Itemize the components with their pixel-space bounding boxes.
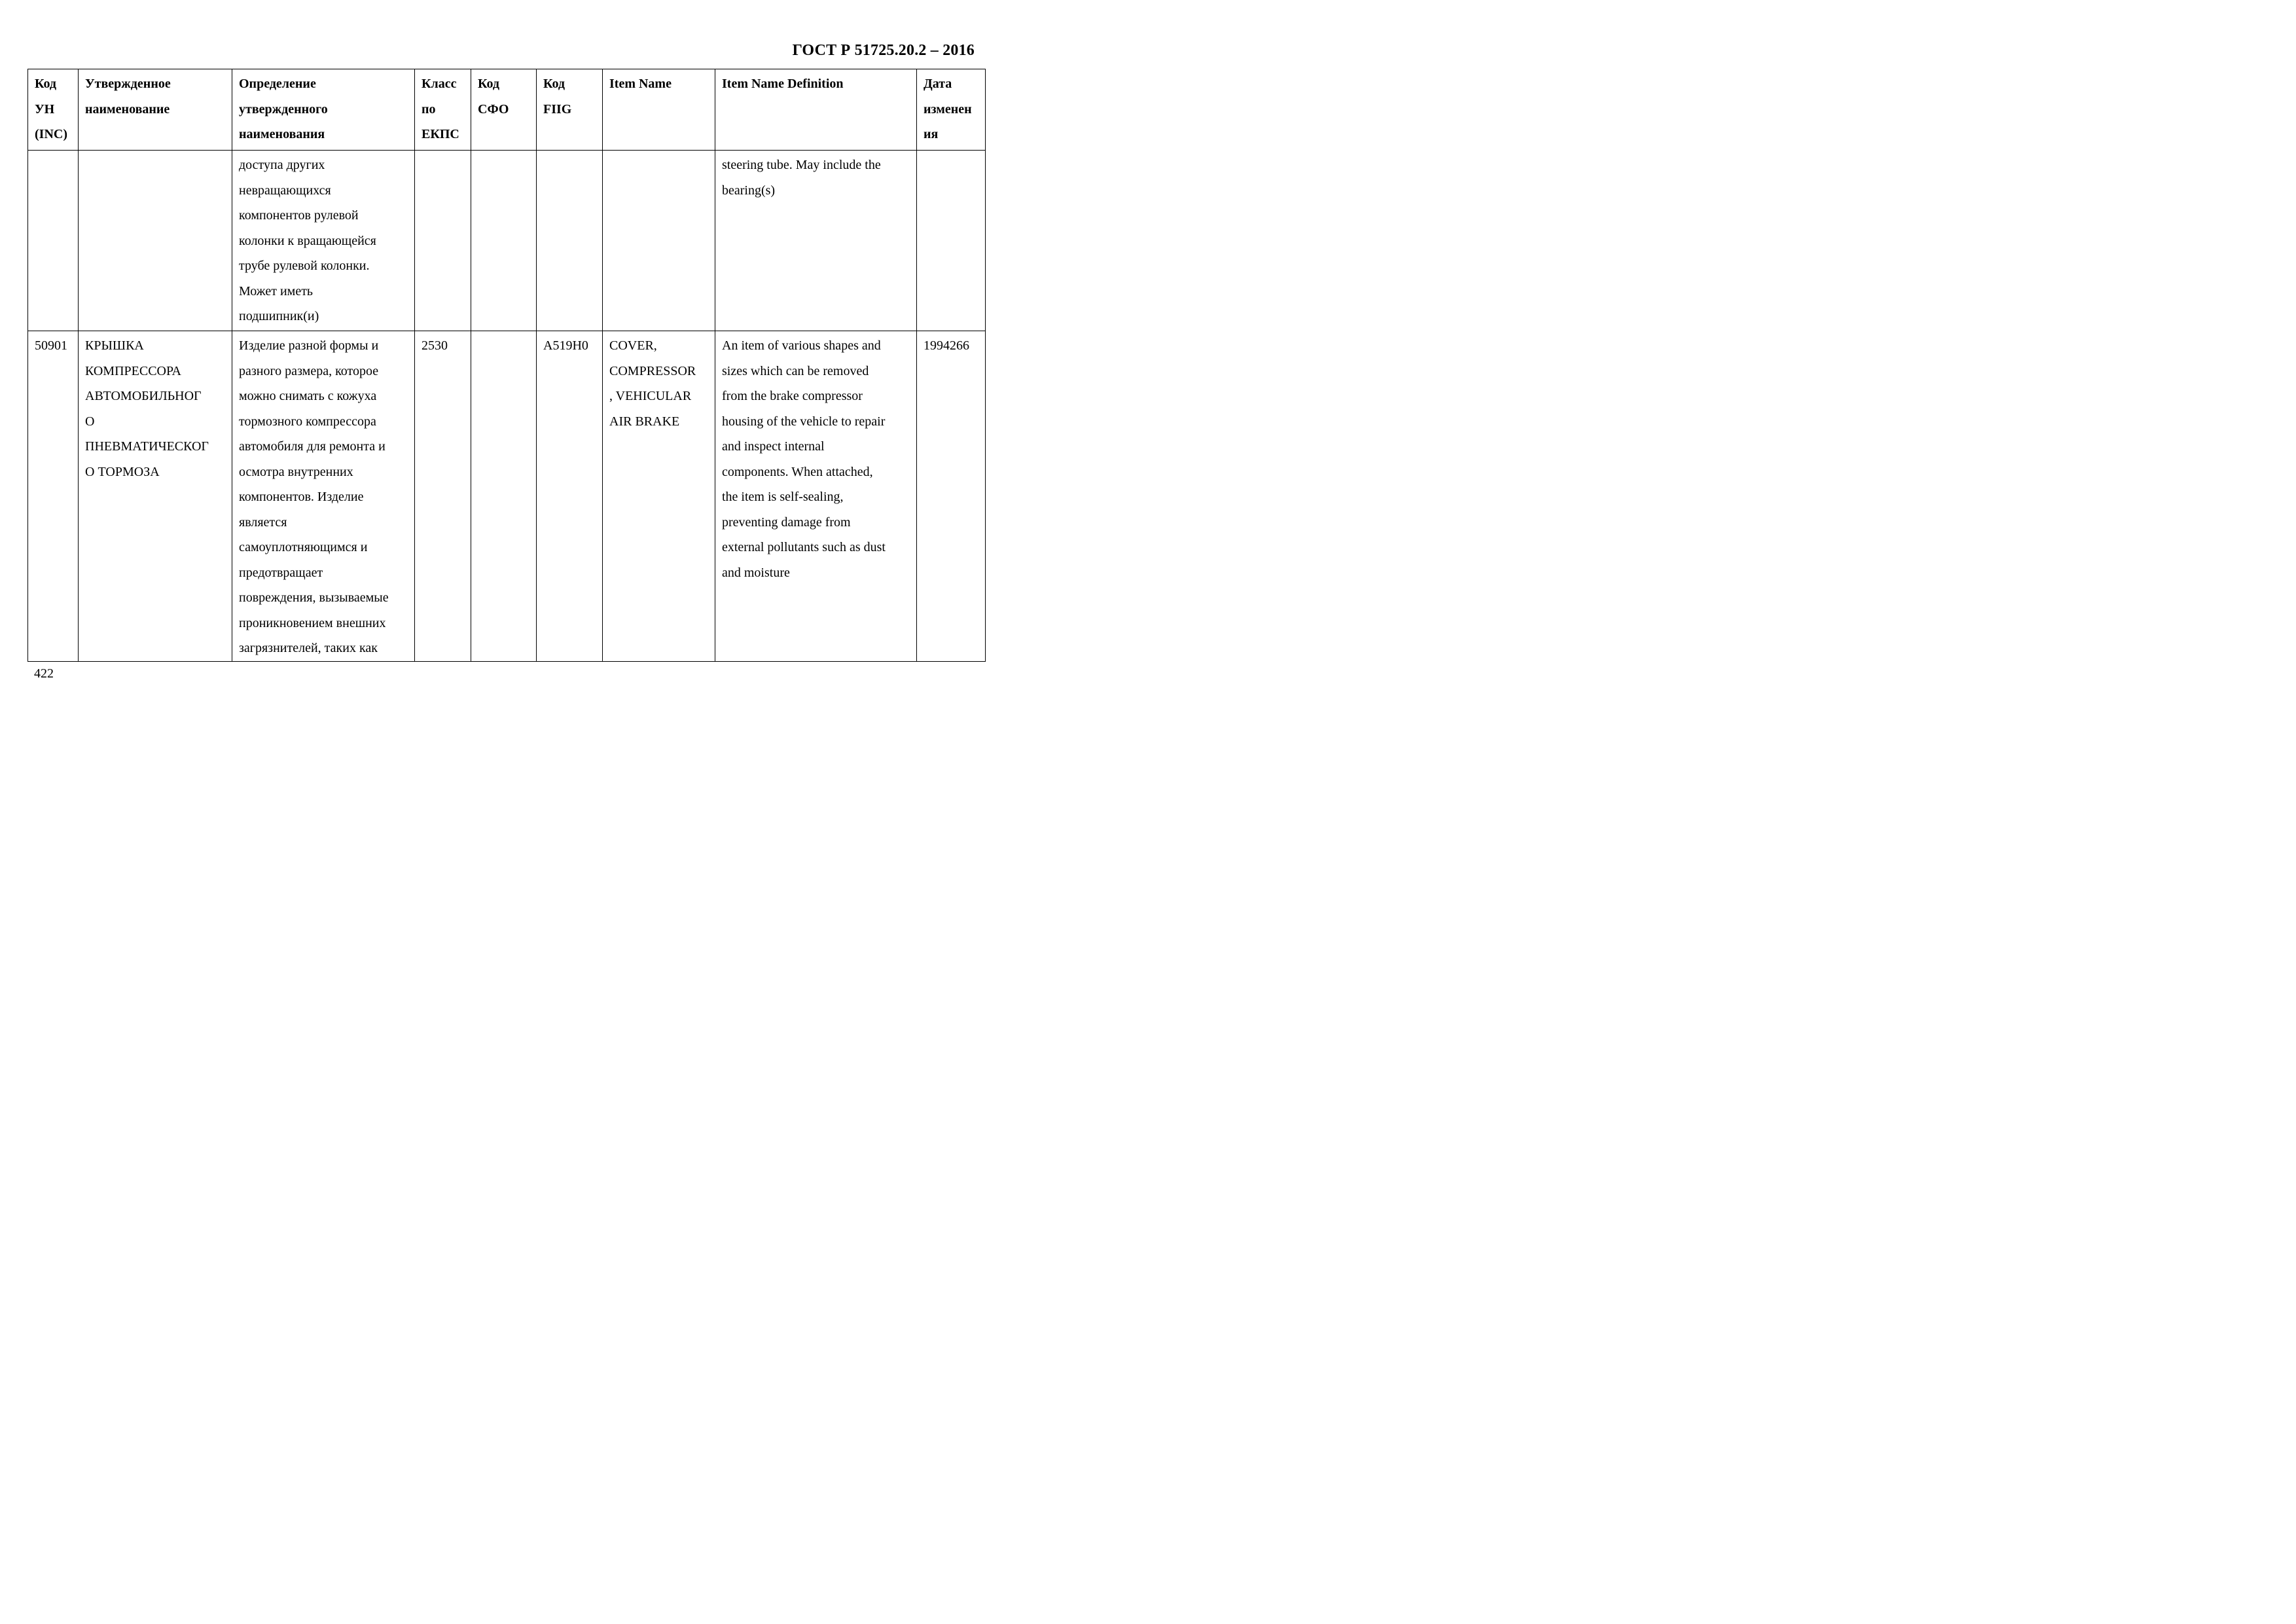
cell-class-ekps xyxy=(415,151,471,331)
page-number: 422 xyxy=(34,666,54,681)
cell-approved-name xyxy=(79,151,232,331)
cell-code-sfo xyxy=(471,151,537,331)
cell-item-name: COVER, COMPRESSOR , VEHICULAR AIR BRAKE xyxy=(603,331,715,662)
cell-change-date xyxy=(917,151,986,331)
cell-item-name xyxy=(603,151,715,331)
col-header-item-name-definition: Item Name Definition xyxy=(715,69,917,151)
col-header-approved-name: Утвержденное наименование xyxy=(79,69,232,151)
cell-change-date: 1994266 xyxy=(917,331,986,662)
col-header-change-date: Дата изменен ия xyxy=(917,69,986,151)
cell-code-fiig xyxy=(537,151,603,331)
table-header-row xyxy=(28,69,986,151)
cell-class-ekps: 2530 xyxy=(415,331,471,662)
cell-definition-ru: доступа других невращающихся компонентов рулевой колонки к вращающейся трубе рулевой колонки. Может иметь подшипник(и) xyxy=(232,151,415,331)
cell-approved-name: КРЫШКА КОМПРЕССОРА АВТОМОБИЛЬНОГ О ПНЕВМАТИЧЕСКОГ О ТОРМОЗА xyxy=(79,331,232,662)
table-row xyxy=(28,331,986,662)
col-header-fiig: Код FIIG xyxy=(537,69,603,151)
col-header-inc: Код УН (INC) xyxy=(28,69,79,151)
cell-item-name-definition: An item of various shapes and sizes which can be removed from the brake compressor housing of the vehicle to repair and inspect internal components. When attached, the item is self-sealing, preventing damage from external pollutants such as dust and moisture xyxy=(715,331,917,662)
document-code: ГОСТ Р 51725.20.2 – 2016 xyxy=(792,42,975,59)
cell-inc: 50901 xyxy=(28,331,79,662)
cell-code-sfo xyxy=(471,331,537,662)
cell-item-name-definition: steering tube. May include the bearing(s) xyxy=(715,151,917,331)
cell-code-fiig: A519H0 xyxy=(537,331,603,662)
col-header-item-name: Item Name xyxy=(603,69,715,151)
classifier-table xyxy=(27,69,986,662)
col-header-sfo: Код СФО xyxy=(471,69,537,151)
col-header-definition: Определение утвержденного наименования xyxy=(232,69,415,151)
cell-inc xyxy=(28,151,79,331)
table-row xyxy=(28,151,986,331)
col-header-class: Класс по ЕКПС xyxy=(415,69,471,151)
cell-definition-ru: Изделие разной формы и разного размера, которое можно снимать с кожуха тормозного компрессора автомобиля для ремонта и осмотра внутренних компонентов. Изделие является самоуплотняющимся и предотвращает повреждения, вызываемые проникновением внешних загрязнителей, таких как xyxy=(232,331,415,662)
